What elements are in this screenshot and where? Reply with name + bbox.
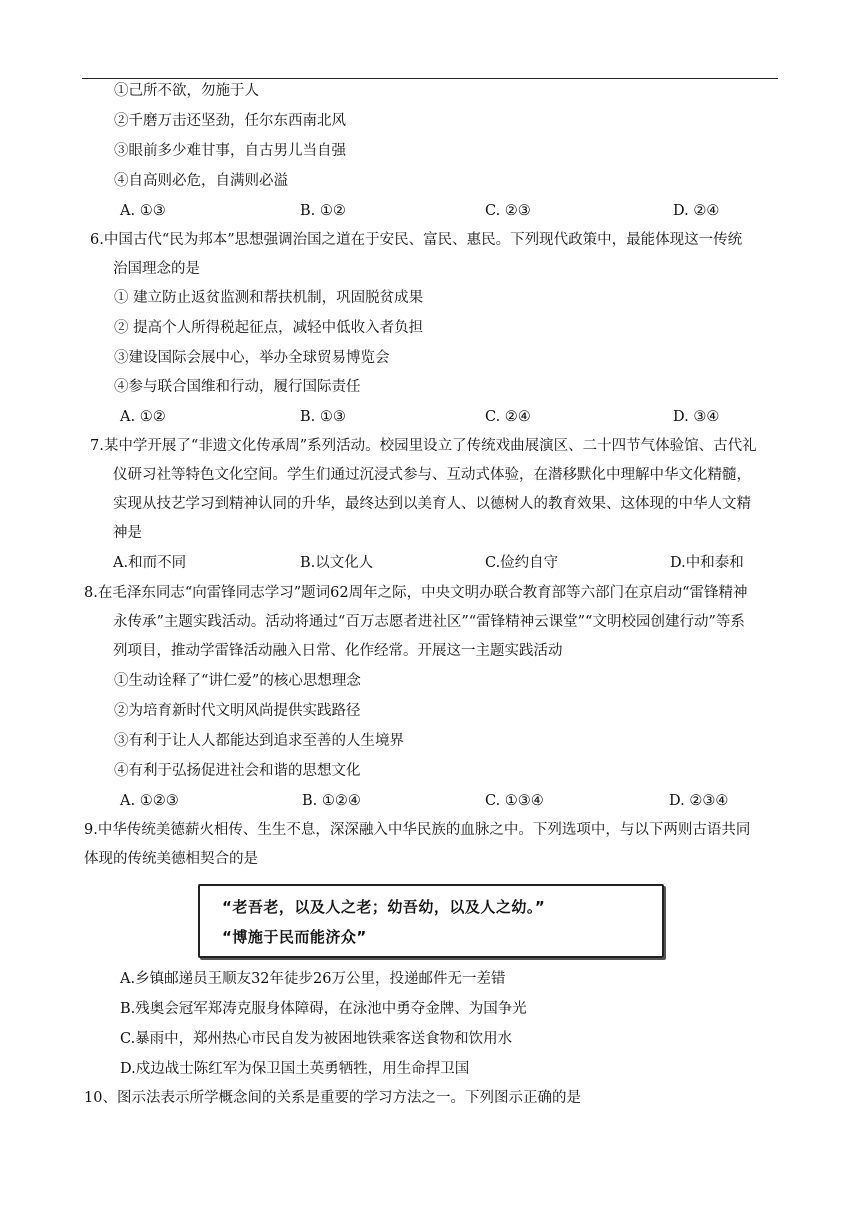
quote-line-1: “老吾老，以及人之老；幼吾幼，以及人之幼。”: [222, 898, 546, 916]
q5-option-a[interactable]: A. ①③: [120, 203, 166, 219]
quote-line-2: “博施于民而能济众”: [222, 928, 367, 946]
q8-item-2: ②为培育新时代文明风尚提供实践路径: [114, 703, 361, 719]
q6-item-2: ② 提高个人所得税起征点，减轻中低收入者负担: [114, 320, 424, 336]
q5-item-2: ②千磨万击还坚劲，任尔东西南北风: [114, 113, 346, 129]
q6-item-3: ③建设国际会展中心，举办全球贸易博览会: [114, 350, 390, 366]
q9-stem-line-2: 体现的传统美德相契合的是: [84, 851, 258, 867]
q6-item-1: ① 建立防止返贫监测和帮扶机制，巩固脱贫成果: [114, 290, 424, 306]
q6-stem-line-2: 治国理念的是: [113, 261, 200, 277]
q7-stem-line-2: 仪研习社等特色文化空间。学生们通过沉浸式参与、互动式体验，在潜移默化中理解中华文化精髓，: [113, 467, 751, 483]
q8-item-4: ④有利于弘扬促进社会和谐的思想文化: [114, 763, 361, 779]
q8-option-d[interactable]: D. ②③④: [669, 793, 729, 809]
q7-option-a[interactable]: A.和而不同: [113, 555, 187, 571]
q9-option-a[interactable]: A.乡镇邮递员王顺友32年徒步26万公里，投递邮件无一差错: [120, 971, 506, 987]
q8-stem-line-2: 永传承”主题实践活动。活动将通过“百万志愿者进社区”“雷锋精神云课堂”“文明校园创建行动”等系: [113, 614, 745, 630]
q8-item-3: ③有利于让人人都能达到追求至善的人生境界: [114, 733, 404, 749]
q9-option-c[interactable]: C.暴雨中，郑州热心市民自发为被困地铁乘客送食物和饮用水: [120, 1031, 513, 1047]
q6-item-4: ④参与联合国维和行动，履行国际责任: [114, 379, 361, 395]
q6-option-a[interactable]: A. ①②: [120, 409, 166, 425]
q10-stem-line-1: 10、图示法表示所学概念间的关系是重要的学习方法之一。下列图示正确的是: [84, 1090, 581, 1106]
q8-item-1: ①生动诠释了“讲仁爱”的核心思想理念: [114, 673, 361, 689]
q6-option-b[interactable]: B. ①③: [300, 409, 346, 425]
q8-stem-line-1: 8.在毛泽东同志“向雷锋同志学习”题词62周年之际，中央文明办联合教育部等六部门在京启动“雷锋精神: [84, 585, 748, 601]
q9-option-d[interactable]: D.戍边战士陈红军为保卫国土英勇牺牲，用生命捍卫国: [120, 1061, 470, 1077]
q8-stem-line-3: 列项目，推动学雷锋活动融入日常、化作经常。开展这一主题实践活动: [113, 643, 563, 659]
q7-option-c[interactable]: C.俭约自守: [485, 555, 559, 571]
q6-option-d[interactable]: D. ③④: [673, 409, 720, 425]
q7-option-d[interactable]: D.中和泰和: [670, 555, 744, 571]
q9-stem-line-1: 9.中华传统美德薪火相传、生生不息，深深融入中华民族的血脉之中。下列选项中，与以下两则古语共同: [84, 822, 751, 838]
q5-item-1: ①己所不欲，勿施于人: [114, 83, 259, 99]
header-rule: [82, 78, 778, 79]
q8-option-c[interactable]: C. ①③④: [485, 793, 544, 809]
q8-option-b[interactable]: B. ①②④: [302, 793, 361, 809]
q5-option-b[interactable]: B. ①②: [300, 203, 346, 219]
q5-option-d[interactable]: D. ②④: [673, 203, 720, 219]
q7-stem-line-4: 神是: [113, 525, 142, 541]
q5-item-3: ③眼前多少难甘事，自古男儿当自强: [114, 143, 346, 159]
q5-option-c[interactable]: C. ②③: [485, 203, 531, 219]
quote-box: [198, 884, 664, 958]
q7-stem-line-3: 实现从技艺学习到精神认同的升华，最终达到以美育人、以德树人的教育效果、这体现的中华人文精: [113, 496, 751, 512]
q7-stem-line-1: 7.某中学开展了“非遗文化传承周”系列活动。校园里设立了传统戏曲展演区、二十四节气体验馆、古代礼: [90, 438, 757, 454]
q7-option-b[interactable]: B.以文化人: [300, 555, 374, 571]
q5-item-4: ④自高则必危，自满则必溢: [114, 173, 288, 189]
q8-option-a[interactable]: A. ①②③: [120, 793, 179, 809]
q6-stem-line-1: 6.中国古代“民为邦本”思想强调治国之道在于安民、富民、惠民。下列现代政策中，最能体现这一传统: [90, 232, 743, 248]
q6-option-c[interactable]: C. ②④: [485, 409, 531, 425]
q9-option-b[interactable]: B.残奥会冠军郑涛克服身体障碍，在泳池中勇夺金牌、为国争光: [120, 1001, 527, 1017]
